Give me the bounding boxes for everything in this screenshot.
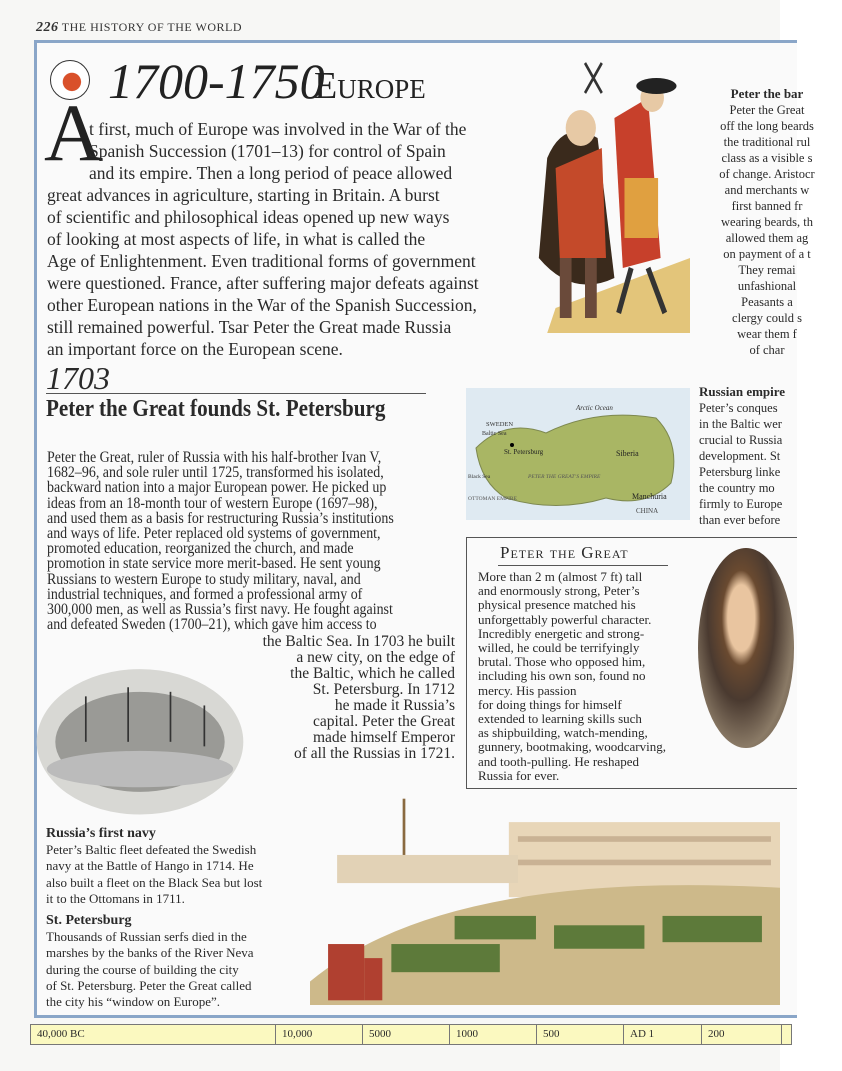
text-line: and used them as a basis for restructuring Russia’s institutions	[47, 509, 394, 527]
text-line: t first, much of Europe was involved in the War of the	[89, 119, 467, 139]
peter-portrait	[698, 548, 794, 748]
text-line: Age of Enlightenment. Even traditional forms of government	[47, 251, 476, 271]
text-line: of St. Petersburg. Peter the Great called	[46, 977, 252, 993]
text-line: other European nations in the War of the Spanish Succession,	[47, 295, 477, 315]
text-line: he made it Russia’s	[334, 697, 455, 714]
section-title: Peter the Great founds St. Petersburg	[46, 396, 386, 422]
text-line: backward nation into a major European power. He picked up	[47, 479, 387, 497]
timeline-marker: 40,000 BC	[31, 1025, 276, 1044]
text-line: of char	[749, 343, 785, 357]
text-line: Peter the Great, ruler of Russia with his half-brother Ivan V,	[47, 449, 382, 466]
text-line: great advances in agriculture, starting in Britain. A burst	[47, 185, 440, 205]
section-body	[47, 450, 394, 632]
text-line: Russia for ever.	[478, 767, 560, 783]
text-line: off the long beards	[720, 119, 814, 133]
text-line: than ever before	[699, 513, 781, 527]
text-line: and merchants w	[724, 183, 810, 197]
text-line: They remai	[738, 263, 796, 277]
text-line: navy at the Battle of Hango in 1714. He	[46, 858, 254, 874]
text-line: unforgettably powerful character.	[478, 611, 652, 627]
text-line: Peasants a	[741, 295, 793, 309]
text-line: the traditional rul	[723, 135, 811, 149]
section-date: 1703	[46, 360, 110, 396]
text-line: and defeated Sweden (1700–21), which gave him access to	[47, 616, 377, 634]
text-line: the country mo	[699, 481, 775, 495]
text-line: Thousands of Russian serfs died in the	[46, 929, 247, 945]
timeline-marker: 200	[702, 1025, 782, 1044]
running-head	[36, 20, 242, 36]
timeline-bar	[30, 1024, 792, 1045]
beards-caption	[692, 86, 842, 358]
text-line: and ways of life. Peter replaced old systems of government,	[47, 525, 381, 543]
text-line: Peter’s Baltic fleet defeated the Swedish	[46, 842, 257, 858]
map-label-empire: PETER THE GREAT’S EMPIRE	[528, 474, 601, 480]
text-line: for doing things for himself	[478, 696, 622, 712]
map-label-manchuria: Manchuria	[632, 492, 667, 501]
text-line: Peter’s conques	[699, 401, 778, 415]
text-line: were questioned. France, after suffering major defeats against	[47, 273, 479, 293]
text-line: including his own son, found no	[478, 668, 646, 684]
text-line: on payment of a t	[723, 247, 811, 261]
page-title-region: Europe	[314, 65, 426, 107]
map-label-siberia: Siberia	[616, 449, 639, 458]
text-line: a new city, on the edge of	[296, 649, 455, 666]
text-line: and tooth-pulling. He reshaped	[478, 753, 640, 769]
timeline-marker: 10,000	[276, 1025, 363, 1044]
text-line: of looking at most aspects of life, in what is called the	[47, 229, 426, 249]
text-line: firmly to Europe	[699, 497, 783, 511]
map-caption	[699, 384, 785, 528]
russian-empire-map	[466, 388, 690, 520]
caption-russias-first-navy	[46, 826, 262, 907]
text-line: first banned fr	[731, 199, 803, 213]
text-line: of scientific and philosophical ideas opened up new ways	[47, 207, 450, 227]
text-line: unfashional	[737, 279, 797, 293]
text-line: crucial to Russia	[699, 433, 783, 447]
text-line: the Baltic, which he called	[290, 665, 455, 682]
caption-title: Russian empire	[699, 384, 786, 399]
text-line: Petersburg linke	[699, 465, 781, 479]
timeline-marker: 1000	[450, 1025, 537, 1044]
caption-title: Russia’s first navy	[46, 826, 156, 841]
text-line: 1682–96, and sole ruler until 1725, transformed his isolated,	[47, 464, 384, 482]
text-line: ideas from an 18-month tour of western Europe (1697–98),	[47, 494, 378, 512]
text-line: St. Petersburg. In 1712	[312, 681, 455, 698]
map-label-china: CHINA	[636, 507, 659, 515]
text-line: during the course of building the city	[46, 961, 239, 977]
text-line: mercy. His passion	[478, 682, 577, 698]
text-line: an important force on the European scene.	[47, 339, 343, 359]
text-line: promotion in state service more merit-based. He sent young	[47, 555, 381, 573]
text-line: Peter the Great	[729, 103, 805, 117]
text-line: of all the Russias in 1721.	[293, 745, 455, 762]
text-line: extended to learning skills such	[478, 711, 642, 727]
box-title-rule	[498, 565, 668, 566]
text-line: Incredibly energetic and strong-	[478, 625, 645, 641]
text-line: of change. Aristocr	[719, 167, 815, 181]
text-line: as shipbuilding, watch-mending,	[478, 725, 648, 741]
text-line: made himself Emperor	[312, 729, 455, 746]
caption-st-petersburg	[46, 913, 254, 1010]
text-line: More than 2 m (almost 7 ft) tall	[478, 569, 643, 584]
timeline-marker: 5000	[363, 1025, 450, 1044]
text-line: promoted education, reorganized the church, and made	[47, 540, 354, 558]
text-line: also built a fleet on the Black Sea but lost	[46, 874, 263, 890]
text-line: 300,000 men, as well as Russia’s first navy. He fought against	[47, 601, 393, 619]
map-label-baltic: Baltic Sea	[482, 431, 507, 437]
text-line: and its empire. Then a long period of peace allowed	[89, 163, 453, 183]
text-line: in the Baltic wer	[699, 417, 782, 431]
map-label-ottoman: OTTOMAN EMPIRE	[468, 496, 517, 502]
text-line: it to the Ottomans in 1711.	[46, 890, 185, 906]
text-line: industrial techniques, and formed a professional army of	[47, 585, 363, 603]
page-title-date: 1700-1750	[108, 53, 325, 109]
text-line: capital. Peter the Great	[312, 713, 455, 730]
section-rule	[46, 393, 426, 394]
map-label-black-sea: Black Sea	[468, 474, 491, 480]
section-body-wrap	[47, 634, 455, 762]
text-line: development. St	[699, 449, 781, 463]
text-line: Russians to western Europe to study military, naval, and	[47, 570, 361, 588]
beard-cutting-illustration	[522, 58, 690, 333]
timeline-marker: 500	[537, 1025, 624, 1044]
box-title: Peter the Great	[500, 543, 629, 562]
map-label-ocean: Arctic Ocean	[576, 404, 613, 412]
text-line: physical presence matched his	[478, 597, 636, 613]
text-line: clergy could s	[732, 311, 802, 325]
text-line: and enormously strong, Peter’s	[478, 583, 640, 599]
text-line: Spanish Succession (1701–13) for control of Spain	[89, 141, 446, 161]
text-line: class as a visible s	[721, 151, 813, 165]
text-line: gunnery, bootmaking, woodcarving,	[478, 739, 666, 755]
drop-cap: A	[44, 87, 104, 178]
text-line: still remained powerful. Tsar Peter the Great made Russia	[47, 317, 452, 337]
text-line: wear them f	[737, 327, 797, 341]
text-line: wearing beards, th	[721, 215, 813, 229]
box-text	[478, 570, 666, 783]
text-line: the city his “window on Europe”.	[46, 994, 221, 1010]
caption-title: Peter the bar	[730, 86, 804, 101]
caption-title: St. Petersburg	[46, 913, 132, 928]
book-title: THE HISTORY OF THE WORLD	[61, 20, 243, 34]
text-line: allowed them ag	[725, 231, 809, 245]
timeline-marker: AD 1	[624, 1025, 702, 1044]
page-number: 226	[36, 20, 59, 35]
text-line: marshes by the banks of the River Neva	[46, 945, 254, 961]
text-line: brutal. Those who opposed him,	[478, 654, 646, 670]
text-line: the Baltic Sea. In 1703 he built	[262, 633, 455, 650]
map-label-sweden: SWEDEN	[486, 421, 514, 428]
map-label-st-petersburg: St. Petersburg	[504, 448, 544, 456]
text-line: willed, he could be terrifyingly	[478, 640, 640, 656]
intro-paragraph	[47, 118, 479, 360]
st-petersburg-parade-illustration	[310, 794, 780, 1005]
